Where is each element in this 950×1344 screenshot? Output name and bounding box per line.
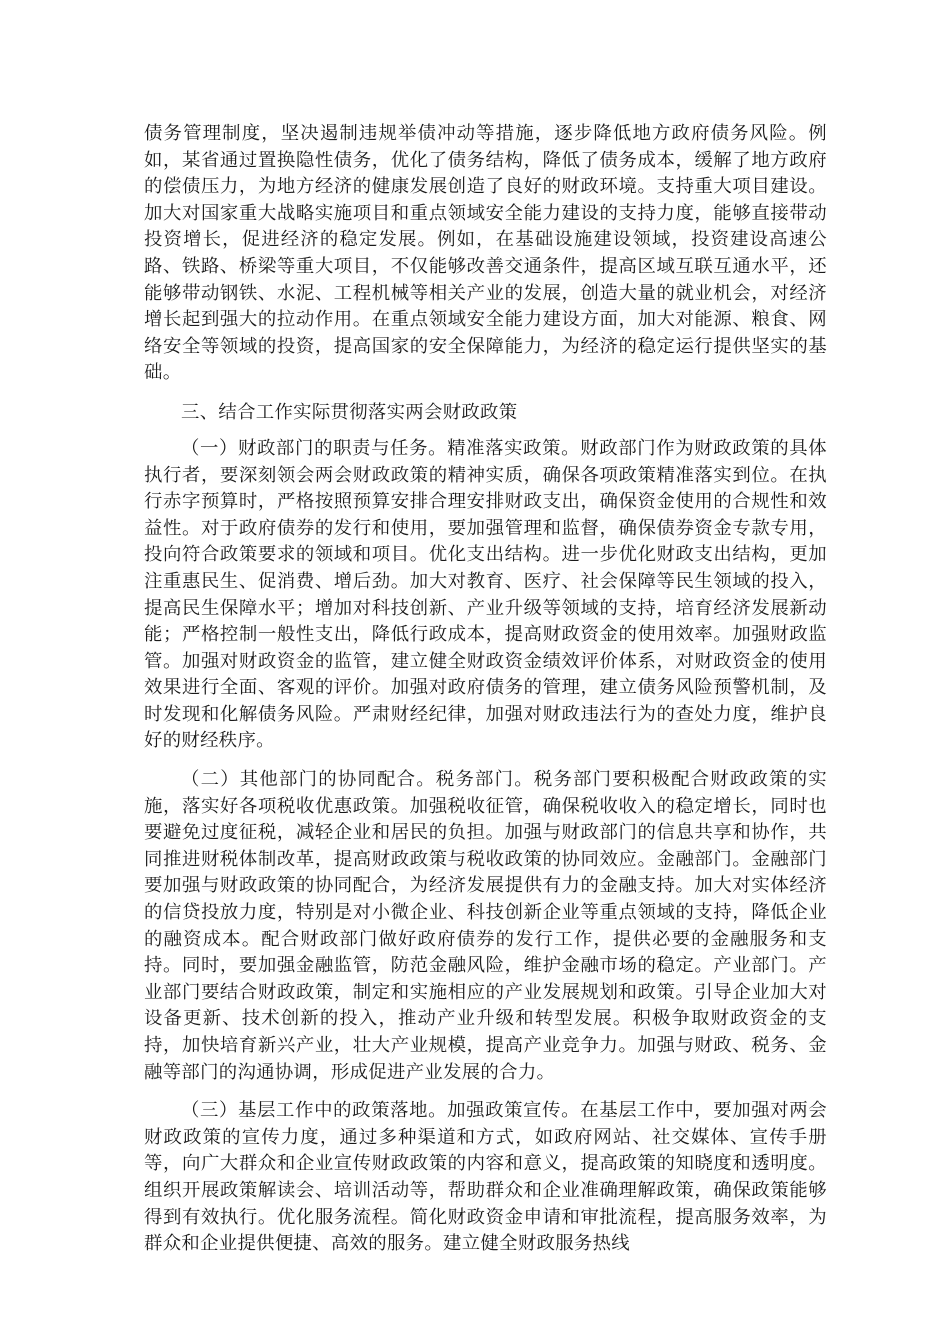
section-heading-three: 三、结合工作实际贯彻落实两会财政政策 bbox=[181, 401, 518, 423]
document-page bbox=[144, 121, 827, 1270]
paragraph-other-departments: （二）其他部门的协同配合。税务部门。税务部门要积极配合财政政策的实施，落实好各项税收优惠政策。加强税收征管，确保税收收入的稳定增长，同时也要避免过度征税，减轻企业和居民的负担。加强与财政部门的信息共享和协作，共同推进财税体制改革，提高财政政策与税收政策的协同效应。金融部门。金融部门要加强与财政政策的协同配合，为经济发展提供有力的金融支持。加大对实体经济的信贷投放力度，特别是对小微企业、科技创新企业等重点领域的支持，降低企业的融资成本。配合财政部门做好政府债券的发行工作，提供必要的金融服务和支持。同时，要加强金融监管，防范金融风险，维护金融市场的稳定。产业部门。产业部门要结合财政政策，制定和实施相应的产业发展规划和政策。引导企业加大对设备更新、技术创新的投入，推动产业升级和转型发展。积极争取财政资金的支持，加快培育新兴产业，壮大产业规模，提高产业竞争力。加强与财政、税务、金融等部门的沟通协调，形成促进产业发展的合力。 bbox=[144, 769, 827, 1083]
paragraph-grassroots-work: （三）基层工作中的政策落地。加强政策宣传。在基层工作中，要加强对两会财政政策的宣传力度，通过多种渠道和方式，如政府网站、社交媒体、宣传手册等，向广大群众和企业宣传财政政策的内容和意义，提高政策的知晓度和透明度。组织开展政策解读会、培训活动等，帮助群众和企业准确理解政策，确保政策能够得到有效执行。优化服务流程。简化财政资金申请和审批流程，提高服务效率，为群众和企业提供便捷、高效的服务。建立健全财政服务热线 bbox=[144, 1100, 827, 1255]
paragraph-finance-department: （一）财政部门的职责与任务。精准落实政策。财政部门作为财政政策的具体执行者，要深刻领会两会财政政策的精神实质，确保各项政策精准落实到位。在执行赤字预算时，严格按照预算安排合理安排财政支出，确保资金使用的合规性和效益性。对于政府债券的发行和使用，要加强管理和监督，确保债券资金专款专用，投向符合政策要求的领域和项目。优化支出结构。进一步优化财政支出结构，更加注重惠民生、促消费、增后劲。加大对教育、医疗、社会保障等民生领域的投入，提高民生保障水平；增加对科技创新、产业升级等领域的支持，培育经济发展新动能；严格控制一般性支出，降低行政成本，提高财政资金的使用效率。加强财政监管。加强对财政资金的监管，建立健全财政资金绩效评价体系，对财政资金的使用效果进行全面、客观的评价。加强对政府债务的管理，建立债务风险预警机制，及时发现和化解债务风险。严肃财经纪律，加强对财政违法行为的查处力度，维护良好的财经秩序。 bbox=[144, 437, 827, 752]
paragraph-debt-management: 债务管理制度，坚决遏制违规举债冲动等措施，逐步降低地方政府债务风险。例如，某省通过置换隐性债务，优化了债务结构，降低了债务成本，缓解了地方政府的偿债压力，为地方经济的健康发展创造了良好的财政环境。支持重大项目建设。加大对国家重大战略实施项目和重点领域安全能力建设的支持力度，能够直接带动投资增长，促进经济的稳定发展。例如，在基础设施建设领域，投资建设高速公路、铁路、桥梁等重大项目，不仅能够改善交通条件，提高区域互联互通水平，还能够带动钢铁、水泥、工程机械等相关产业的发展，创造大量的就业机会，对经济增长起到强大的拉动作用。在重点领域安全能力建设方面，加大对能源、粮食、网络安全等领域的投资，提高国家的安全保障能力，为经济的稳定运行提供坚实的基础。 bbox=[144, 123, 827, 384]
